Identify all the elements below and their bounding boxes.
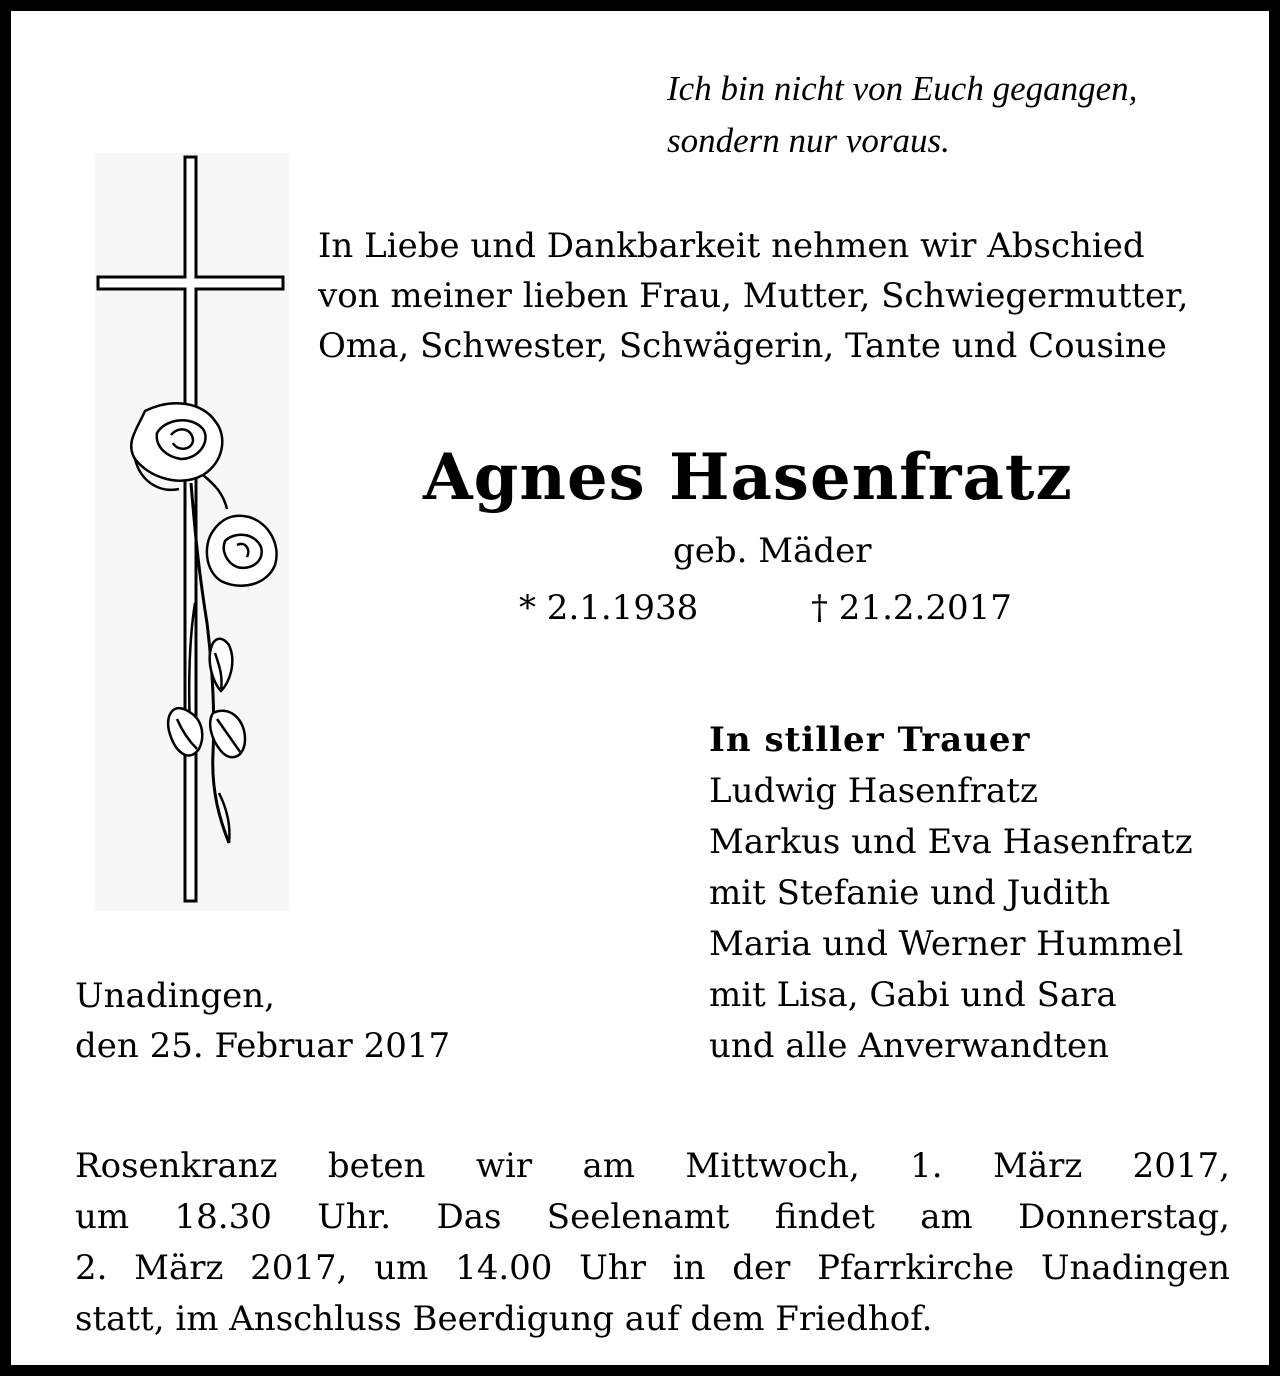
date-line: den 25. Februar 2017 xyxy=(75,1026,451,1066)
mourner-line: mit Lisa, Gabi und Sara xyxy=(709,975,1117,1015)
intro-line-3: Oma, Schwester, Schwägerin, Tante und Cousine xyxy=(318,326,1167,366)
notice-line: um 18.30 Uhr. Das Seelenamt findet am Donnerstag, xyxy=(75,1197,1230,1237)
motto-line-2: sondern nur voraus. xyxy=(667,121,950,160)
birth-name: geb. Mäder xyxy=(673,531,872,571)
cross-with-roses-icon xyxy=(95,153,289,911)
mourner-line: Markus und Eva Hasenfratz xyxy=(709,822,1193,862)
intro-line-1: In Liebe und Dankbarkeit nehmen wir Abschied xyxy=(318,226,1145,266)
intro-text xyxy=(318,221,1233,371)
mourners-heading: In stiller Trauer xyxy=(709,720,1031,760)
notice-line: 2. März 2017, um 14.00 Uhr in der Pfarrkirche Unadingen xyxy=(75,1248,1230,1288)
motto-quote xyxy=(667,63,1137,167)
death-date: † 21.2.2017 xyxy=(811,588,1012,628)
place-line: Unadingen, xyxy=(75,976,275,1016)
service-notice xyxy=(75,1141,1230,1345)
mourner-line: und alle Anverwandten xyxy=(709,1026,1110,1066)
mourners-list xyxy=(709,715,1193,1072)
notice-line: statt, im Anschluss Beerdigung auf dem Friedhof. xyxy=(75,1299,933,1339)
deceased-name: Agnes Hasenfratz xyxy=(423,440,1073,515)
intro-line-2: von meiner lieben Frau, Mutter, Schwiegermutter, xyxy=(318,276,1189,316)
place-and-date xyxy=(75,971,450,1071)
mourner-line: Ludwig Hasenfratz xyxy=(709,771,1038,811)
birth-date: * 2.1.1938 xyxy=(519,588,699,628)
mourner-line: mit Stefanie und Judith xyxy=(709,873,1111,913)
mourner-line: Maria und Werner Hummel xyxy=(709,924,1184,964)
motto-line-1: Ich bin nicht von Euch gegangen, xyxy=(667,69,1138,108)
notice-line: Rosenkranz beten wir am Mittwoch, 1. März 2017, xyxy=(75,1146,1230,1186)
